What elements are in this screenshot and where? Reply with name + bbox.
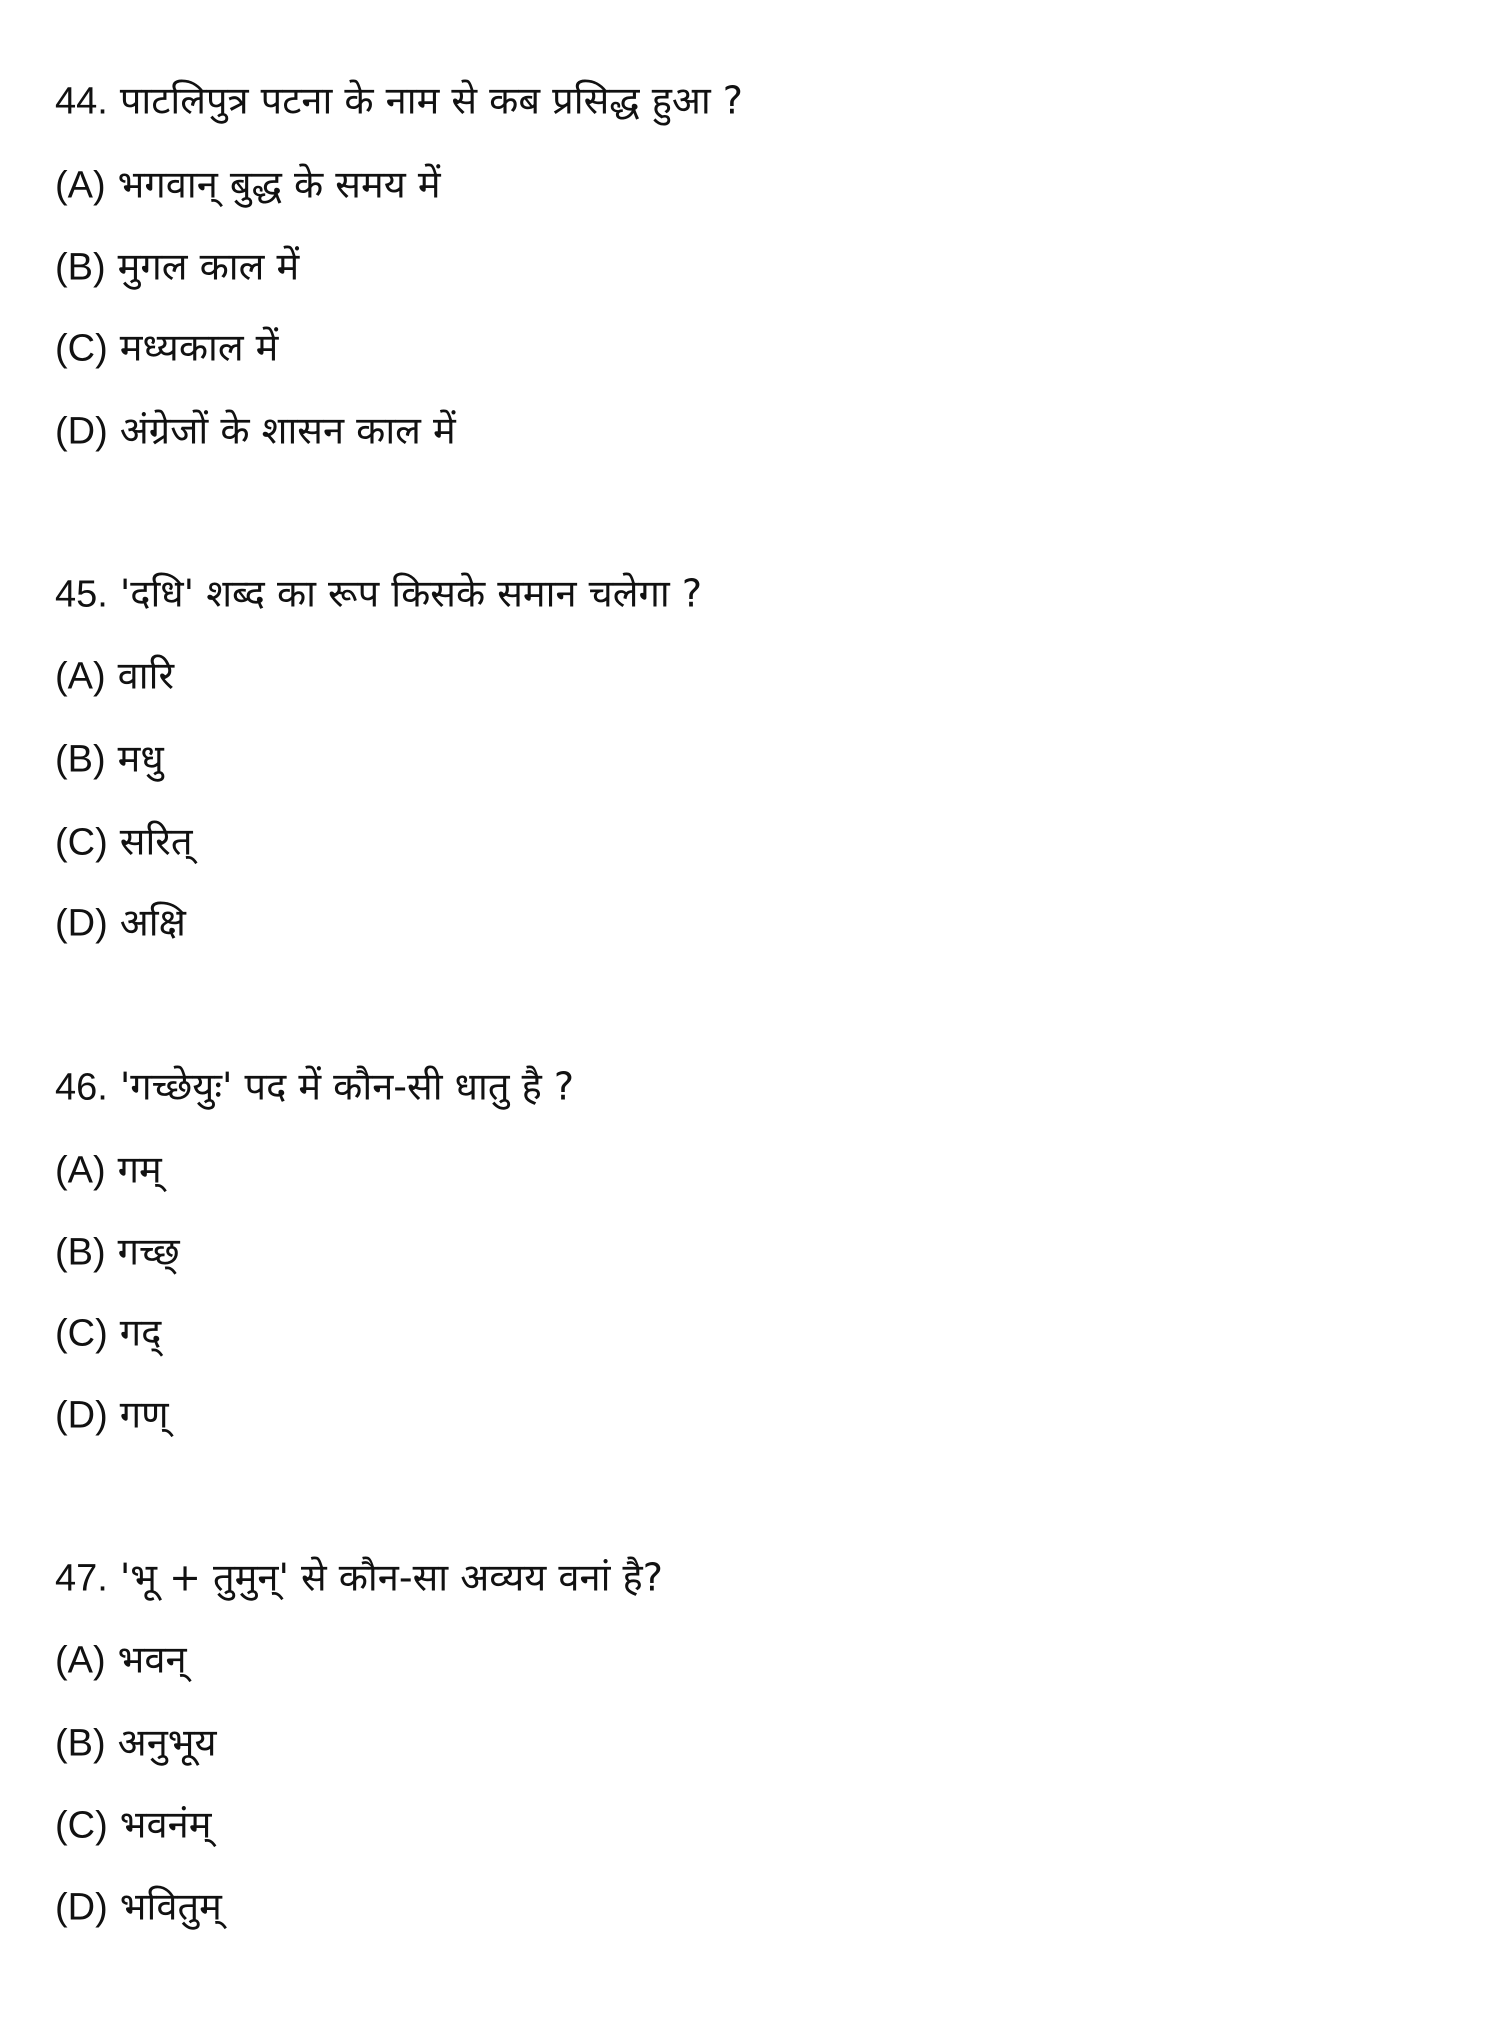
option-text: गच्छ्	[117, 1229, 180, 1274]
option-text: गम्	[117, 1147, 162, 1192]
option-text: अंग्रेजों के शासन काल में	[119, 408, 456, 453]
question-45	[55, 569, 702, 620]
option-label: (D)	[55, 902, 108, 945]
option-text: अक्षि	[119, 900, 186, 945]
option-label: (B)	[55, 1722, 106, 1765]
question-number: 44.	[55, 80, 108, 123]
question-text: पाटलिपुत्र पटना के नाम से कब प्रसिद्ध हुआ ?	[119, 78, 743, 123]
option-text: वारि	[117, 653, 175, 698]
option-text: भवन्	[117, 1637, 187, 1682]
option-text: सरित्	[119, 819, 193, 864]
option-46-a	[55, 1145, 162, 1196]
question-text: 'दधि' शब्द का रूप किसके समान चलेगा ?	[119, 571, 703, 616]
option-45-a	[55, 651, 174, 702]
option-label: (A)	[55, 655, 106, 698]
option-text: मध्यकाल में	[119, 325, 279, 370]
option-text: भवनंम्	[119, 1802, 212, 1847]
question-47	[55, 1553, 663, 1604]
question-46	[55, 1062, 574, 1113]
option-text: गद्	[119, 1310, 162, 1355]
option-label: (A)	[55, 1149, 106, 1192]
option-text: गण्	[119, 1392, 169, 1437]
option-label: (B)	[55, 1231, 106, 1274]
option-44-c	[55, 323, 278, 374]
option-label: (C)	[55, 821, 108, 864]
option-47-d	[55, 1882, 222, 1933]
option-label: (D)	[55, 410, 108, 453]
question-text: 'गच्छेयुः' पद में कौन-सी धातु है ?	[119, 1064, 574, 1109]
option-label: (B)	[55, 246, 106, 289]
question-text: 'भू + तुमुन्' से कौन-सा अव्यय वनां है?	[119, 1555, 663, 1600]
option-46-c	[55, 1308, 161, 1359]
option-text: मधु	[117, 736, 164, 781]
option-44-b	[55, 242, 299, 293]
option-label: (A)	[55, 1639, 106, 1682]
option-47-c	[55, 1800, 211, 1851]
option-45-b	[55, 734, 164, 785]
option-label: (D)	[55, 1886, 108, 1929]
option-label: (C)	[55, 1312, 108, 1355]
option-47-a	[55, 1635, 187, 1686]
option-text: अनुभूय	[117, 1720, 217, 1765]
option-text: मुगल काल में	[117, 244, 300, 289]
option-46-d	[55, 1390, 169, 1441]
option-44-a	[55, 160, 441, 211]
option-label: (C)	[55, 1804, 108, 1847]
question-number: 47.	[55, 1557, 108, 1600]
option-text: भगवान् बुद्ध के समय में	[117, 162, 441, 207]
option-label: (C)	[55, 327, 108, 370]
option-text: भवितुम्	[119, 1884, 222, 1929]
question-number: 46.	[55, 1066, 108, 1109]
option-label: (A)	[55, 164, 106, 207]
option-45-c	[55, 817, 193, 868]
option-label: (B)	[55, 738, 106, 781]
question-44	[55, 76, 743, 127]
question-number: 45.	[55, 573, 108, 616]
option-45-d	[55, 898, 186, 949]
option-44-d	[55, 406, 456, 457]
option-label: (D)	[55, 1394, 108, 1437]
option-47-b	[55, 1718, 217, 1769]
option-46-b	[55, 1227, 180, 1278]
